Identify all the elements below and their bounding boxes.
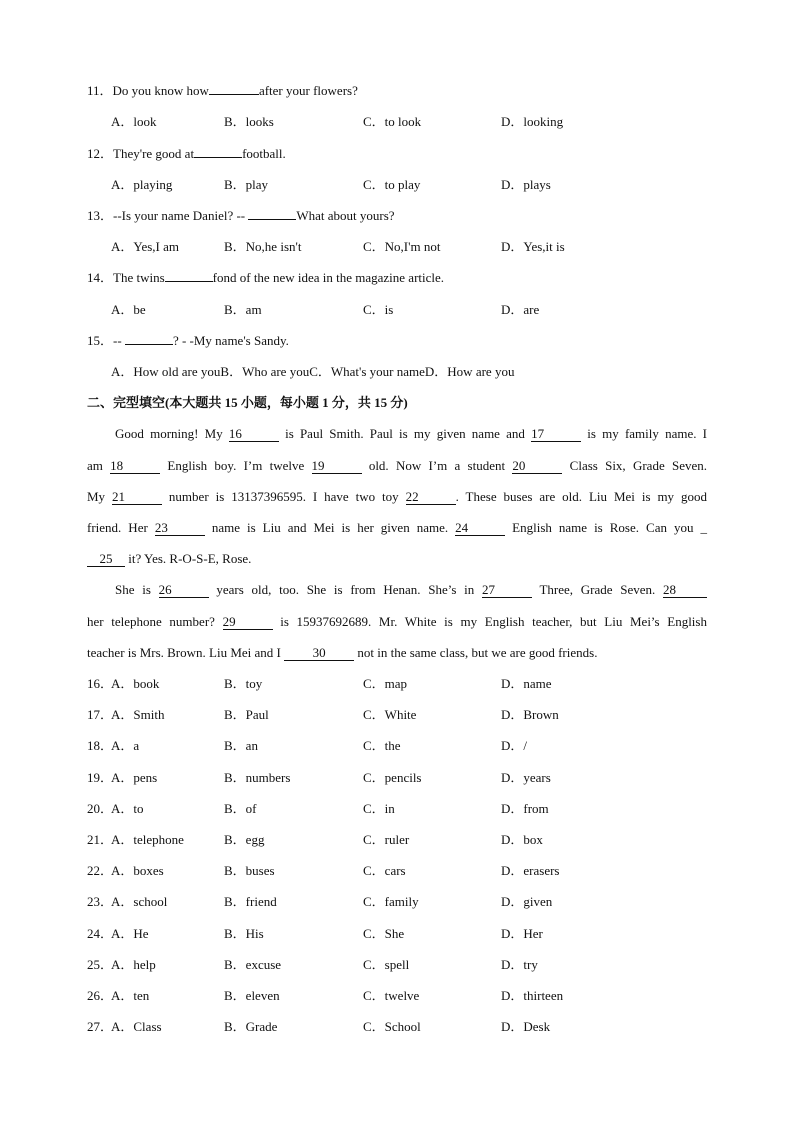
question-text: -- <box>113 333 125 348</box>
option-b[interactable]: B．excuse <box>224 957 282 972</box>
choice-number: 23． <box>87 894 114 909</box>
question-number: 15． <box>87 333 114 348</box>
option-b[interactable]: B．Grade <box>224 1019 278 1034</box>
option-c[interactable]: C．cars <box>363 863 406 878</box>
passage-line-3 <box>87 488 707 506</box>
answer-blank[interactable] <box>209 94 259 95</box>
option-c[interactable]: C．pencils <box>363 770 422 785</box>
option-c[interactable]: C．map <box>363 676 408 691</box>
option-b[interactable]: B．an <box>224 738 258 753</box>
option-c[interactable]: C．spell <box>363 957 410 972</box>
question-text: ? - -My name's Sandy. <box>172 333 289 348</box>
passage-line-2 <box>87 457 707 475</box>
option-c[interactable]: C．She <box>363 926 405 941</box>
option-a[interactable]: A．Class <box>111 1019 162 1034</box>
option-d[interactable]: D．given <box>501 894 553 909</box>
question-text: The twins <box>113 270 165 285</box>
choice-number: 25． <box>87 957 114 972</box>
passage-text: friend. Her <box>87 520 155 535</box>
option-b[interactable]: B．egg <box>224 832 265 847</box>
option-b[interactable]: B．friend <box>224 894 277 909</box>
passage-line-4 <box>87 519 707 537</box>
passage-text: Good morning! My <box>115 426 229 441</box>
answer-blank[interactable] <box>165 281 213 282</box>
option-b[interactable]: B．Paul <box>224 707 269 722</box>
cloze-blank-21[interactable]: 21 <box>112 489 162 505</box>
question-text: They're good at <box>113 146 195 161</box>
option-a[interactable]: A．Smith <box>111 707 165 722</box>
question-text: football. <box>242 146 286 161</box>
option-c[interactable]: C．the <box>363 738 401 753</box>
option-c[interactable]: C．in <box>363 801 395 816</box>
option-a[interactable]: A．He <box>111 926 149 941</box>
option-c[interactable]: C．to play <box>363 177 421 192</box>
cloze-blank-30[interactable]: 30 <box>284 645 354 661</box>
option-a[interactable]: A．telephone <box>111 832 184 847</box>
question-number: 11． <box>87 83 113 98</box>
option-a[interactable]: A．help <box>111 957 156 972</box>
option-c[interactable]: C．School <box>363 1019 421 1034</box>
option-d[interactable]: D．/ <box>501 738 528 753</box>
choice-number: 17． <box>87 707 114 722</box>
passage-text: Three, Grade Seven. <box>531 582 664 597</box>
passage-text: am <box>87 458 111 473</box>
question-number: 14． <box>87 270 114 285</box>
question-text: fond of the new idea in the magazine article. <box>212 270 445 285</box>
question-number: 13． <box>87 208 114 223</box>
option-a[interactable]: A．boxes <box>111 863 164 878</box>
option-a[interactable]: A．to <box>111 801 144 816</box>
choice-number: 26． <box>87 988 114 1003</box>
cloze-blank-27[interactable]: 27 <box>482 582 532 598</box>
answer-blank[interactable] <box>125 344 173 345</box>
passage-text: She is <box>115 582 159 597</box>
answer-blank[interactable] <box>248 219 296 220</box>
question-13 <box>87 207 395 225</box>
cloze-blank-25[interactable]: 25 <box>87 551 125 567</box>
option-b[interactable]: B．His <box>224 926 264 941</box>
passage-text: is 15937692689. Mr. White is my English teacher, but Liu Mei’s English <box>272 614 707 629</box>
option-a[interactable]: A．a <box>111 738 140 753</box>
option-d[interactable]: D．Brown <box>501 707 559 722</box>
option-a[interactable]: A．look <box>111 114 157 129</box>
option-b[interactable]: B．am <box>224 302 262 317</box>
passage-line-6 <box>115 581 707 599</box>
passage-text: English name is Rose. Can you _ <box>505 520 707 535</box>
option-b[interactable]: B．toy <box>224 676 263 691</box>
choice-number: 21． <box>87 832 114 847</box>
choice-number: 16． <box>87 676 114 691</box>
question-text: --Is your name Daniel? -- <box>113 208 249 223</box>
passage-text: . These buses are old. Liu Mei is my good <box>455 489 707 504</box>
option-c[interactable]: C．No,I'm not <box>363 239 441 254</box>
passage-text: her telephone number? <box>87 614 223 629</box>
question-15-options[interactable]: A．How old are youB．Who are youC．What's your nameD．How are you <box>111 364 515 379</box>
section-title: 二、完型填空(本大题共 15 小题，每小题 1 分，共 15 分) <box>87 395 408 410</box>
choice-number: 20． <box>87 801 114 816</box>
question-14 <box>87 269 444 287</box>
option-d[interactable]: D．Her <box>501 926 543 941</box>
option-d[interactable]: D．thirteen <box>501 988 564 1003</box>
passage-line-8 <box>87 644 707 662</box>
choice-number: 18． <box>87 738 114 753</box>
question-number: 12． <box>87 146 114 161</box>
option-b[interactable]: B．eleven <box>224 988 280 1003</box>
option-d[interactable]: D．looking <box>501 114 564 129</box>
passage-line-1 <box>115 425 707 443</box>
cloze-blank-23[interactable]: 23 <box>155 520 205 536</box>
option-c[interactable]: C．White <box>363 707 417 722</box>
question-11 <box>87 82 358 100</box>
option-d[interactable]: D．erasers <box>501 863 560 878</box>
question-text: Do you know how <box>112 83 209 98</box>
cloze-blank-20[interactable]: 20 <box>512 458 562 474</box>
option-a[interactable]: A．pens <box>111 770 158 785</box>
passage-text: English boy. I’m twelve <box>160 458 312 473</box>
option-d[interactable]: D．box <box>501 832 543 847</box>
passage-text: teacher is Mrs. Brown. Liu Mei and I <box>87 645 285 660</box>
passage-line-7 <box>87 613 707 631</box>
cloze-blank-17[interactable]: 17 <box>531 426 581 442</box>
answer-blank[interactable] <box>194 157 242 158</box>
question-12 <box>87 145 286 163</box>
option-d[interactable]: D．years <box>501 770 551 785</box>
choice-number: 22． <box>87 863 114 878</box>
option-a[interactable]: A．playing <box>111 177 173 192</box>
passage-text: it? Yes. R-O-S-E, Rose. <box>125 551 252 566</box>
passage-text: name is Liu and Mei is her given name. <box>204 520 456 535</box>
cloze-blank-28[interactable]: 28 <box>663 582 707 598</box>
option-a[interactable]: A．be <box>111 302 146 317</box>
option-b[interactable]: B．play <box>224 177 269 192</box>
option-b[interactable]: B．No,he isn't <box>224 239 302 254</box>
passage-text: number is 13137396595. I have two toy <box>162 489 406 504</box>
cloze-blank-16[interactable]: 16 <box>229 426 279 442</box>
option-a[interactable]: A．book <box>111 676 160 691</box>
option-b[interactable]: B．looks <box>224 114 274 129</box>
option-d[interactable]: D．from <box>501 801 549 816</box>
option-d[interactable]: D．name <box>501 676 552 691</box>
passage-text: not in the same class, but we are good friends. <box>354 645 598 660</box>
choice-number: 24． <box>87 926 114 941</box>
option-b[interactable]: B．of <box>224 801 257 816</box>
option-c[interactable]: C．ruler <box>363 832 410 847</box>
option-d[interactable]: D．are <box>501 302 540 317</box>
option-d[interactable]: D．plays <box>501 177 551 192</box>
cloze-blank-18[interactable]: 18 <box>110 458 160 474</box>
option-a[interactable]: A．ten <box>111 988 150 1003</box>
cloze-blank-22[interactable]: 22 <box>406 489 456 505</box>
option-c[interactable]: C．is <box>363 302 394 317</box>
passage-text: Class Six, Grade Seven. <box>562 458 707 473</box>
passage-text: is my family name. I <box>581 426 708 441</box>
question-text: What about yours? <box>296 208 395 223</box>
passage-text: years old, too. She is from Henan. She’s in <box>208 582 482 597</box>
question-15 <box>87 332 289 350</box>
passage-text: My <box>87 489 112 504</box>
option-c[interactable]: C．twelve <box>363 988 420 1003</box>
option-a[interactable]: A．Yes,I am <box>111 239 180 254</box>
option-d[interactable]: D．try <box>501 957 538 972</box>
option-b[interactable]: B．buses <box>224 863 275 878</box>
option-b[interactable]: B．numbers <box>224 770 291 785</box>
passage-text: old. Now I’m a student <box>361 458 513 473</box>
passage-line-5 <box>87 550 707 568</box>
option-d[interactable]: D．Desk <box>501 1019 551 1034</box>
question-text: after your flowers? <box>258 83 358 98</box>
cloze-blank-19[interactable]: 19 <box>312 458 362 474</box>
choice-number: 27． <box>87 1019 114 1034</box>
option-c[interactable]: C．family <box>363 894 419 909</box>
cloze-blank-24[interactable]: 24 <box>455 520 505 536</box>
option-a[interactable]: A．school <box>111 894 168 909</box>
cloze-blank-29[interactable]: 29 <box>223 614 273 630</box>
option-c[interactable]: C．to look <box>363 114 422 129</box>
choice-number: 19． <box>87 770 114 785</box>
passage-text: is Paul Smith. Paul is my given name and <box>278 426 532 441</box>
cloze-blank-26[interactable]: 26 <box>159 582 209 598</box>
option-d[interactable]: D．Yes,it is <box>501 239 565 254</box>
